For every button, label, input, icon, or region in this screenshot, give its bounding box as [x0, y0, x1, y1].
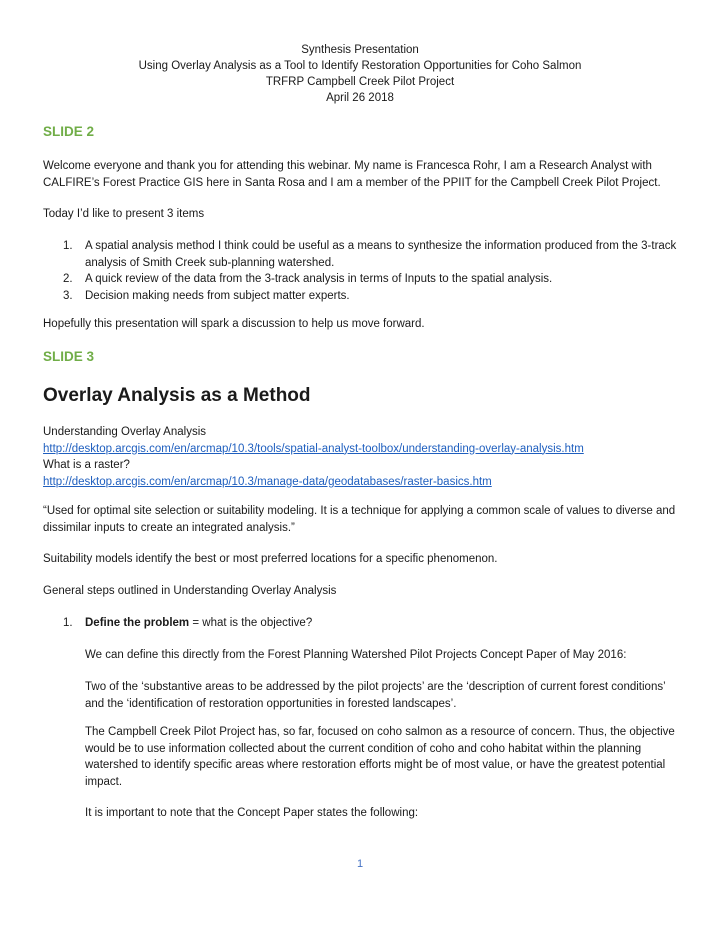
reference-1-link[interactable]: http://desktop.arcgis.com/en/arcmap/10.3/tools/spatial-analyst-toolbox/understanding-overlay-analysis.htm — [43, 442, 584, 455]
items-list — [63, 238, 683, 304]
step-1-heading — [63, 615, 312, 632]
list-item — [63, 288, 683, 305]
step-1-paragraph-2: Two of the ‘substantive areas to be addressed by the pilot projects’ are the ‘description of current forest conditions’ and the ‘identification of restoration opportunities in forested landscapes’. — [85, 681, 666, 710]
document-header — [0, 42, 720, 106]
slide-3-label: SLIDE 3 — [43, 349, 95, 364]
header-project: TRFRP Campbell Creek Pilot Project — [265, 76, 455, 88]
quote-paragraph: “Used for optimal site selection or suitability modeling. It is a technique for applying a common scale of values to diverse and dissimilar inputs to create an integrated analysis.” — [43, 505, 676, 534]
header-title: Synthesis Presentation — [301, 44, 419, 56]
step-1-number: 1. — [63, 617, 73, 629]
step-1-subtitle: = what is the objective? — [189, 617, 313, 629]
list-item-number: 2. — [63, 273, 73, 285]
step-1-paragraph-4: It is important to note that the Concept Paper states the following: — [85, 807, 419, 819]
slide-2-label: SLIDE 2 — [43, 124, 95, 139]
list-item — [63, 238, 683, 271]
step-1-title: Define the problem — [85, 617, 190, 629]
header-date: April 26 2018 — [326, 92, 394, 104]
suitability-paragraph: Suitability models identify the best or most preferred locations for a specific phenomenon. — [43, 553, 498, 565]
header-subtitle: Using Overlay Analysis as a Tool to Identify Restoration Opportunities for Coho Salmon — [138, 60, 582, 72]
list-item-number: 3. — [63, 289, 73, 302]
list-item-text: A quick review of the data from the 3-track analysis in terms of Inputs to the spatial analysis. — [85, 273, 553, 285]
reference-1-title: Understanding Overlay Analysis — [43, 426, 206, 438]
general-steps-paragraph: General steps outlined in Understanding Overlay Analysis — [43, 585, 337, 597]
welcome-paragraph: Welcome everyone and thank you for attending this webinar. My name is Francesca Rohr, I am a Research Analyst with CALFIRE’s Forest Practice GIS here in Santa Rosa and I am a member of the PPIIT for the Campbell Creek Pilot Project. — [43, 160, 661, 189]
page-number: 1 — [356, 858, 364, 870]
reference-2-link[interactable]: http://desktop.arcgis.com/en/arcmap/10.3/manage-data/geodatabases/raster-basics.htm — [43, 475, 492, 488]
list-item-number: 1. — [63, 240, 73, 252]
references-block — [43, 424, 683, 490]
list-item-text: Decision making needs from subject matter experts. — [85, 289, 350, 302]
reference-2-title: What is a raster? — [43, 459, 130, 471]
step-1-paragraph-3: The Campbell Creek Pilot Project has, so far, focused on coho salmon as a resource of concern. Thus, the objective would be to use information collected about the current condition of coho and coho habitat within the planning watershed to identify specific areas where restoration efforts might be of most value, or have the greatest potential impact. — [85, 726, 675, 788]
section-heading: Overlay Analysis as a Method — [43, 385, 311, 406]
intro-paragraph: Today I’d like to present 3 items — [43, 208, 205, 220]
step-1-paragraph-1: We can define this directly from the Forest Planning Watershed Pilot Projects Concept Paper of May 2016: — [85, 649, 627, 661]
list-item-text: A spatial analysis method I think could be useful as a means to synthesize the information produced from the 3-track analysis of Smith Creek sub-planning watershed. — [85, 240, 677, 269]
list-item — [63, 271, 683, 288]
closing-paragraph: Hopefully this presentation will spark a discussion to help us move forward. — [43, 318, 425, 330]
